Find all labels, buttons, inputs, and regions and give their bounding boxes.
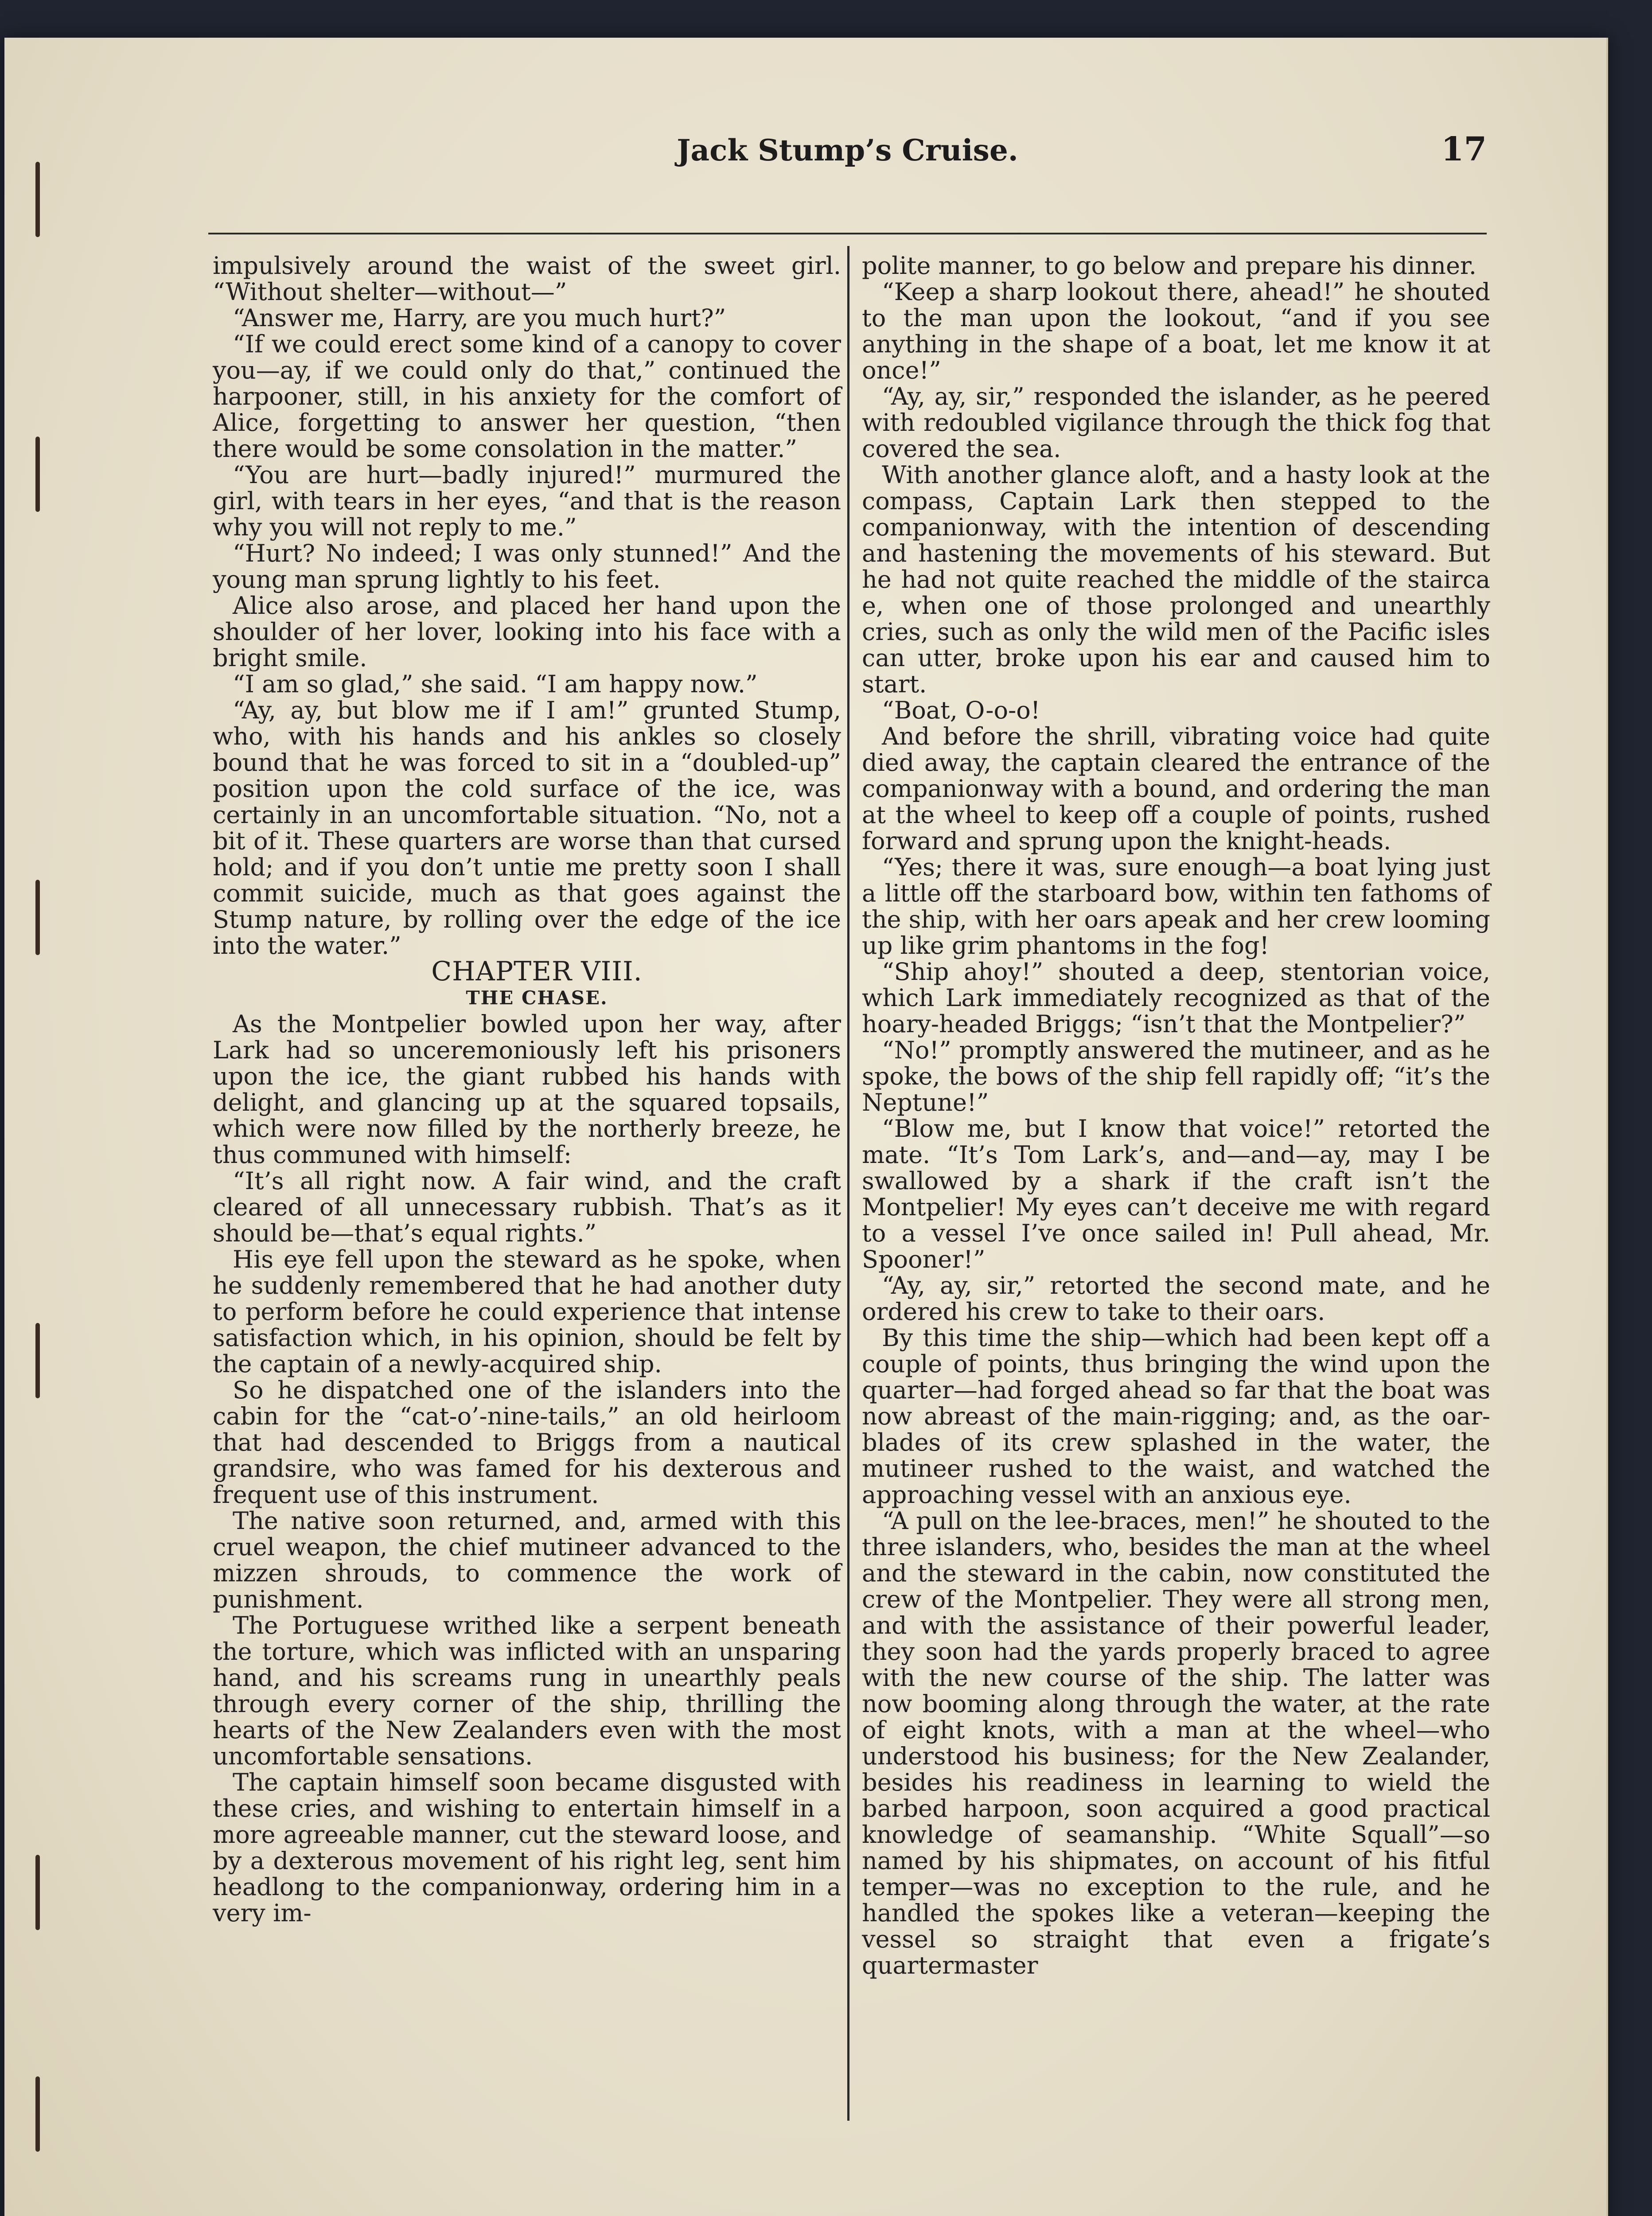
column-divider <box>847 246 849 2121</box>
binding-stitch <box>35 1323 40 1398</box>
paragraph: “If we could erect some kind of a canopy to cover you—ay, if we could only do that,” continued the harpooner, still, in his anxiety for the comfort of Alice, forgetting to answer her question, “then there would be some consolation in the matter.” <box>213 330 841 463</box>
paragraph: “Hurt? No indeed; I was only stunned!” And the young man sprung lightly to his feet. <box>213 539 841 593</box>
paragraph: “No!” promptly answered the mutineer, and as he spoke, the bows of the ship fell rapidly off; “it’s the Neptune!” <box>862 1036 1490 1116</box>
binding-stitch <box>35 162 40 237</box>
right-column-text <box>862 253 1490 1978</box>
paragraph: “Blow me, but I know that voice!” retorted the mate. “It’s Tom Lark’s, and—and—ay, may I be swallowed by a shark if the craft isn’t the Montpelier! My eyes can’t deceive me with regard to a vessel I’ve once sailed in! Pull ahead, Mr. Spooner!” <box>862 1115 1490 1273</box>
page-header <box>208 129 1487 173</box>
paragraph: So he dispatched one of the islanders into the cabin for the “cat-o’-nine-tails,” an old heirloom that had descended to Briggs from a nautical grandsire, who was famed for his dexterous and frequent use of this instrument. <box>213 1376 841 1509</box>
paragraph: The native soon returned, and, armed with this cruel weapon, the chief mutineer advanced to the mizzen shrouds, to commence the work of punishment. <box>213 1507 841 1613</box>
paragraph: “It’s all right now. A fair wind, and the craft cleared of all unnecessary rubbish. That’s as it should be—that’s equal rights.” <box>213 1167 841 1247</box>
paragraph: “You are hurt—badly injured!” murmured the girl, with tears in her eyes, “and that is the reason why you will not reply to me.” <box>213 461 841 541</box>
left-column <box>213 253 841 1926</box>
paragraph: And before the shrill, vibrating voice had quite died away, the captain cleared the entrance of the companionway with a bound, and ordering the man at the wheel to keep off a couple of points, rushed forward and sprung upon the knight-heads. <box>862 722 1490 855</box>
binding-stitch <box>35 2076 40 2152</box>
paragraph: “Ay, ay, sir,” retorted the second mate, and he ordered his crew to take to their oars. <box>862 1272 1490 1326</box>
chapter-title: CHAPTER VIII. <box>431 956 643 987</box>
paragraph: impulsively around the waist of the sweet girl. “Without shelter—without—” <box>213 252 841 306</box>
running-title: Jack Stump’s Cruise. <box>677 133 1018 168</box>
binding-stitch <box>35 437 40 512</box>
paragraph: polite manner, to go below and prepare his dinner. <box>862 252 1477 280</box>
paragraph: “Ship ahoy!” shouted a deep, stentorian voice, which Lark immediately recognized as that of the hoary-headed Briggs; “isn’t that the Montpelier?” <box>862 958 1490 1038</box>
paragraph: “Yes; there it was, sure enough—a boat lying just a little off the starboard bow, within ten fathoms of the ship, with her oars apeak and her crew looming up like grim phantoms in the fog! <box>862 853 1490 960</box>
paragraph: The captain himself soon became disgusted with these cries, and wishing to entertain himself in a more agreeable manner, cut the steward loose, and by a dexterous movement of his right leg, sent him headlong to the companionway, ordering him in a very im- <box>213 1768 841 1927</box>
left-column-text-before <box>213 253 841 959</box>
paragraph: By this time the ship—which had been kept off a couple of points, thus bringing the wind upon the quarter—had forged ahead so far that the boat was now abreast of the main-rigging; and, as the oar-blades of its crew splashed in the water, the mutineer rushed to the waist, and watched the approaching vessel with an anxious eye. <box>862 1324 1490 1509</box>
binding-stitch <box>35 1855 40 1930</box>
paragraph: Alice also arose, and placed her hand upon the shoulder of her lover, looking into his face with a bright smile. <box>213 592 841 672</box>
paragraph: “I am so glad,” she said. “I am happy now.” <box>233 670 758 698</box>
page-number: 17 <box>1441 130 1487 168</box>
paragraph: “Answer me, Harry, are you much hurt?” <box>233 304 726 332</box>
paragraph: “Ay, ay, but blow me if I am!” grunted Stump, who, with his hands and his ankles so closely bound that he was forced to sit in a “doubled-up” position upon the cold surface of the ice, was certainly in an uncomfortable situation. “No, not a bit of it. These quarters are worse than that cursed hold; and if you don’t untie me pretty soon I shall commit suicide, much as that goes against the Stump nature, by rolling over the edge of the ice into the water.” <box>213 696 841 960</box>
chapter-subtitle: THE CHASE. <box>466 987 608 1009</box>
paragraph: His eye fell upon the steward as he spoke, when he suddenly remembered that he had another duty to perform before he could experience that intense satisfaction which, in his opinion, should be felt by the captain of a newly-acquired ship. <box>213 1245 841 1378</box>
right-column <box>862 253 1490 1978</box>
paragraph: As the Montpelier bowled upon her way, after Lark had so unceremoniously left his prisoners upon the ice, the giant rubbed his hands with delight, and glancing up at the squared topsails, which were now filled by the northerly breeze, he thus communed with himself: <box>213 1010 841 1169</box>
paragraph: The Portuguese writhed like a serpent beneath the torture, which was inflicted with an unsparing hand, and his screams rung in unearthly peals through every corner of the ship, thrilling the hearts of the New Zealanders even with the most uncomfortable sensations. <box>213 1611 841 1770</box>
paragraph: “Keep a sharp lookout there, ahead!” he shouted to the man upon the lookout, “and if you see anything in the shape of a boat, let me know it at once!” <box>862 278 1490 384</box>
paragraph: “A pull on the lee-braces, men!” he shouted to the three islanders, who, besides the man at the wheel and the steward in the cabin, now constituted the crew of the Montpelier. They were all strong men, and with the assistance of their powerful leader, they soon had the yards properly braced to agree with the new course of the ship. The latter was now booming along through the water, at the rate of eight knots, with a man at the wheel—who understood his business; for the New Zealander, besides his readiness in learning to wield the barbed harpoon, soon acquired a good practical knowledge of seamanship. “White Squall”—so named by his shipmates, on account of his fitful temper—was no exception to the rule, and he handled the spokes like a veteran—keeping the vessel so straight that even a frigate’s quartermaster <box>862 1507 1490 1979</box>
paragraph: “Ay, ay, sir,” responded the islander, as he peered with redoubled vigilance through the thick fog that covered the sea. <box>862 382 1490 463</box>
paragraph: “Boat, O-o-o! <box>882 696 1040 724</box>
paragraph: With another glance aloft, and a hasty look at the compass, Captain Lark then stepped to the companionway, with the intention of descending and hastening the movements of his steward. But he had not quite reached the middle of the stairca e, when one of those prolonged and unearthly cries, such as only the wild men of the Pacific isles can utter, broke upon his ear and caused him to start. <box>862 461 1490 698</box>
left-column-text-after <box>213 1011 841 1926</box>
binding-stitch <box>35 880 40 955</box>
header-rule <box>208 233 1487 234</box>
